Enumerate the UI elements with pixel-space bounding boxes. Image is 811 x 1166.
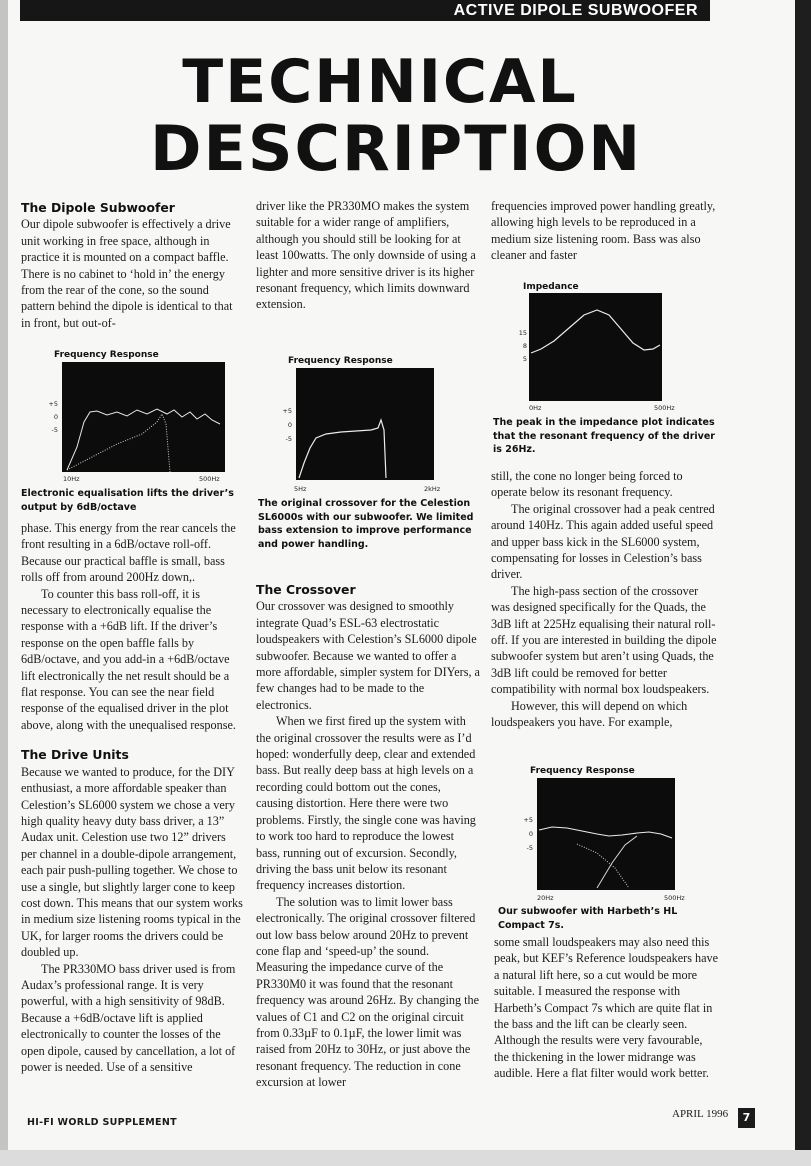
y-tick: -5 xyxy=(51,426,58,434)
y-tick: +5 xyxy=(48,400,58,408)
page-number: 7 xyxy=(738,1108,755,1128)
paragraph: The high-pass section of the crossover was designed specifically for the Quads, the 3dB lift at 225Hz equalising their natural roll-off. If you are interested in building the dipole subwoofer system but aren’t using Quads, the 3dB lift could be removed for better compatibility with normal box loudspeakers. xyxy=(491,583,717,697)
figure-title: Frequency Response xyxy=(54,350,159,360)
x-tick: 500Hz xyxy=(199,475,220,483)
section-banner: ACTIVE DIPOLE SUBWOOFER xyxy=(20,0,710,21)
figure-caption: Electronic equalisation lifts the driver’s output by 6dB/octave xyxy=(21,488,234,513)
paragraph: The PR330MO bass driver used is from Audax’s professional range. It is very powerful, with a high sensitivity of 98dB. Because a +6dB/octave lift is applied electronically to counter the losses of the open dipole, caused by cancellation, a lot of power is needed. Use of a sensitive xyxy=(21,961,236,1074)
page-title-line2: DESCRIPTION xyxy=(150,112,643,185)
y-tick: 15 xyxy=(518,329,527,337)
col3-bottom xyxy=(494,934,720,1082)
paragraph: phase. This energy from the rear cancels the front resulting in a 6dB/octave roll-off. Because our practical baffle is small, bass rolls off from around 200Hz down,. xyxy=(21,521,236,585)
col1-top xyxy=(21,200,243,331)
col2-bottom xyxy=(256,582,480,1091)
paragraph: To counter this bass roll-off, it is necessary to electronically equalise the response with a +6dB lift. If the driver’s response on the open baffle falls by 6dB/octave, and you add-in a +6dB/octave lift electronically the net result should be a flat response. You can see the near field response of the equalised driver in the plot above, along with the unequalised response. xyxy=(21,586,236,732)
frequency-response-plot-4 xyxy=(537,778,675,890)
col2-top xyxy=(256,198,480,313)
impedance-plot xyxy=(529,293,662,401)
frequency-response-plot-2 xyxy=(296,368,434,480)
figure-title: Frequency Response xyxy=(530,766,635,776)
x-tick: 500Hz xyxy=(654,404,675,412)
page-title-line1: TECHNICAL xyxy=(182,47,578,117)
y-tick: -5 xyxy=(285,435,292,443)
x-tick: 20Hz xyxy=(537,894,554,902)
heading-crossover: The Crossover xyxy=(256,582,356,597)
footer-publication: HI-FI WORLD SUPPLEMENT xyxy=(27,1117,177,1128)
figure-title: Frequency Response xyxy=(288,356,393,366)
paragraph: However, this will depend on which loudspeakers you have. For example, xyxy=(491,698,688,730)
paragraph: When we first fired up the system with the original crossover the results were as I’d hoped: wonderfully deep, clear and extended bass. But really deep bass at high levels on a recording could bottom out the cones, causing distortion. Here there were two problems. Firstly, the single cone was having to work too hard to reproduce the lowest bass, running out of excursion. Secondly, driving the bass unit below its resonant frequency increases distortion. xyxy=(256,714,476,893)
y-tick: +5 xyxy=(523,816,533,824)
y-tick: 0 xyxy=(53,413,58,421)
paragraph: The original crossover had a peak centred around 140Hz. This again added useful speed and upper bass kick in the SL6000 system, compensating for losses in Celestion’s bass driver. xyxy=(491,501,715,582)
paragraph: Because we wanted to produce, for the DIY enthusiast, a more affordable speaker than Celestion’s SL6000 system we chose a very high quality heavy duty bass driver, a 13” Audax unit. Celestion use two 12” drivers per channel in a double-dipole arrangement, each pair push-pulling together. We chose to use a single, but slightly larger cone to keep cost down. This means that our system works in medium size listening rooms typical in the UK, for larger rooms the drivers could be doubled up. xyxy=(21,764,243,960)
col3-middle xyxy=(491,468,717,731)
y-tick: 0 xyxy=(528,830,533,838)
paragraph: some small loudspeakers may also need this peak, but KEF’s Reference loudspeakers have a natural lift here, so a cut would be more suitable. I measured the response with Harbeth’s Compact 7s which are quite flat in the bass and the lift can be clearly seen. Although the results were very favourable, the thickening in the lower midrange was audible. Here a flat filter would work better. xyxy=(494,935,719,1081)
scan-edge-bottom xyxy=(0,1150,811,1166)
paragraph: Our crossover was designed to smoothly integrate Quad’s ESL-63 electrostatic loudspeakers with Celestion’s SL6000 dipole subwoofer. Because we wanted to offer a more affordable, simpler system for DIYers, a few changes had to be made to the electronics. xyxy=(256,599,480,712)
y-tick: 8 xyxy=(522,342,527,350)
x-tick: 10Hz xyxy=(63,475,80,483)
frequency-response-plot-1 xyxy=(62,362,225,472)
y-tick: +5 xyxy=(282,407,292,415)
scan-edge-left xyxy=(0,0,8,1166)
figure-title: Impedance xyxy=(523,282,579,292)
x-tick: 500Hz xyxy=(664,894,685,902)
x-tick: 2kHz xyxy=(424,485,441,493)
x-tick: 0Hz xyxy=(529,404,542,412)
y-tick: -5 xyxy=(526,844,533,852)
x-tick: 5Hz xyxy=(294,485,307,493)
paragraph: The solution was to limit lower bass electronically. The original crossover filtered out low bass below around 20Hz to prevent cone flap and ‘speed-up’ the sound. Measuring the impedance curve of the PR330M0 it was found that the resonant frequency was around 26Hz. By changing the values of C1 and C2 on the original circuit from 0.33µF to 0.1µF, the lower limit was raised from 20Hz to 30Hz, or just above the resonant frequency. The reduction in cone excursion at lower xyxy=(256,894,480,1090)
y-tick: 0 xyxy=(287,421,292,429)
heading-dipole-subwoofer: The Dipole Subwoofer xyxy=(21,200,175,215)
paragraph: driver like the PR330MO makes the system suitable for a wider range of amplifiers, although you should still be looking for at least 100watts. The only downside of using a lighter and more sensitive driver is its higher resonant frequency, which limits downward extension. xyxy=(256,199,476,312)
y-tick: 5 xyxy=(522,355,527,363)
paragraph: still, the cone no longer being forced to operate below its resonant frequency. xyxy=(491,469,683,500)
paragraph: Our dipole subwoofer is effectively a drive unit working in free space, although in practice it is mounted on a compact baffle. There is no cabinet to ‘hold in’ the energy from the rear of the cone, so the sound pattern behind the dipole is identical to that in front, but out-of- xyxy=(21,217,233,330)
figure-caption: The peak in the impedance plot indicates that the resonant frequency of the driver is 26Hz. xyxy=(493,417,715,455)
col3-top xyxy=(491,198,717,264)
col1-bottom xyxy=(21,520,243,1075)
heading-drive-units: The Drive Units xyxy=(21,747,129,763)
footer-date: APRIL 1996 xyxy=(672,1108,729,1120)
figure-caption: The original crossover for the Celestion SL6000s with our subwoofer. We limited bass extension to improve performance and power handling. xyxy=(258,498,474,550)
paragraph: frequencies improved power handling greatly, allowing high levels to be reproduced in a medium size listening room. Bass was also cleaner and faster xyxy=(491,199,716,263)
scan-edge-right xyxy=(795,0,811,1166)
figure-caption: Our subwoofer with Harbeth’s HL Compact 7s. xyxy=(498,906,678,931)
